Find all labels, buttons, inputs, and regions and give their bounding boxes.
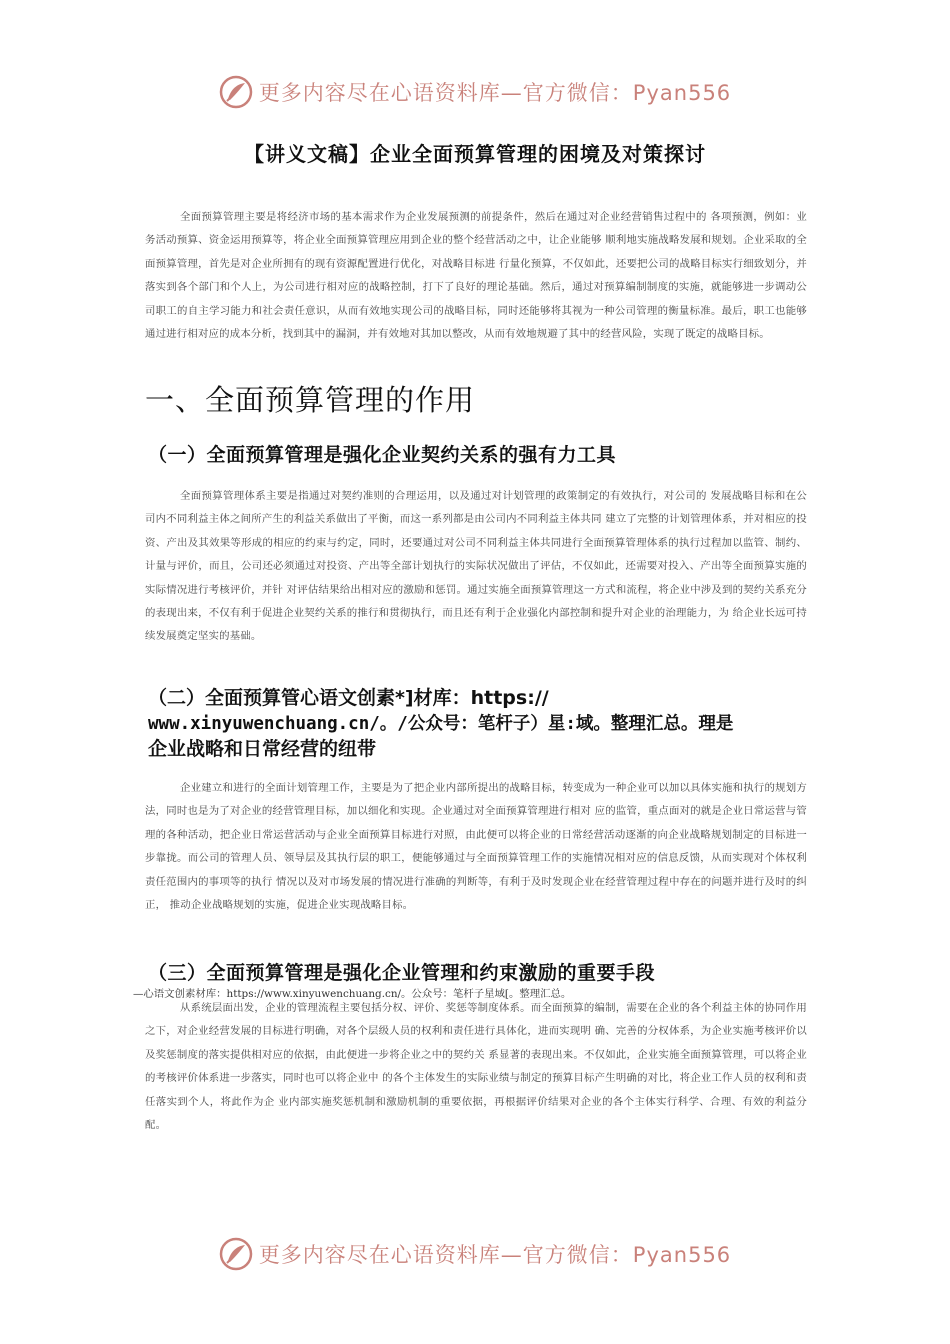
subsection3-heading: （三）全面预算管理是强化企业管理和约束激励的重要手段 bbox=[148, 962, 656, 984]
banner-text: 更多内容尽在心语资料库—官方微信：Pyan556 bbox=[258, 81, 732, 105]
subsection2-heading bbox=[148, 686, 828, 763]
scroll-feather-logo-icon bbox=[219, 75, 253, 109]
footer-banner bbox=[0, 1230, 950, 1278]
subsection2-paragraph: 企业建立和进行的全面计划管理工作，主要是为了把企业内部所提出的战略目标，转变成为一种企业可以加以具体实施和执行的规划方法，同时也是为了对企业的经营管理目标，加以细化和实现。企业通过对全面预算管理进行相对 应的监管，重点面对的就是企业日常运营与管理的各种活动，把企业日常运营活动与企业全面预算目标进行对照，由此便可以将企业的日常经营活动逐渐的向企业战略规划制定的目标进一步靠拢。而公司的管理人员、领导层及其执行层的职工，便能够通过与全面预算管理工作的实施情况相对应的信息反馈，从而实现对个体权利责任范围内的事项等的执行 情况以及对市场发展的情况进行准确的判断等，有利于及时发现企业在经营管理过程中存在的问题并进行及时的纠正， 推动企业战略规划的实施，促进企业实现战略目标。 bbox=[145, 782, 807, 912]
inline-watermark-text: —心语文创素材库：https://www.xinyuwenchuang.cn/。公众号：笔杆子星域[。整理汇总。 bbox=[133, 988, 572, 1000]
intro-paragraph: 全面预算管理主要是将经济市场的基本需求作为企业发展预测的前提条件，然后在通过对企业经营销售过程中的 各项预测，例如：业务活动预算、资金运用预算等，将企业全面预算管理应用到企业的整个经营活动之中，让企业能够 顺利地实施战略发展和规划。企业采取的全面预算管理，首先是对企业所拥有的现有资源配置进行优化，对战略目标进 行量化预算，不仅如此，还要把公司的战略目标实行细致划分，并落实到各个部门和个人上，为公司进行相对应的战略控制，打下了良好的理论基础。然后，通过对预算编制制度的实施，就能够进一步调动公司职工的自主学习能力和社会责任意识，从而有效地实现公司的战略目标，同时还能够将其视为一种公司管理的衡量标准。最后，职工也能够通过进行相对应的成本分析，找到其中的漏洞，并有效地对其加以整改，从而有效地规避了其中的经营风险，实现了既定的战略目标。 bbox=[145, 211, 807, 341]
section1-heading: 一、全面预算管理的作用 bbox=[145, 383, 476, 417]
subsection3-paragraph: 从系统层面出发，企业的管理流程主要包括分权、评价、奖惩等制度体系。而全面预算的编制，需要在企业的各个利益主体的协同作用之下，对企业经营发展的目标进行明确，对各个层级人员的权利和责任进行具体化，进而实现明 确、完善的分权体系，为企业实施考核评价以及奖惩制度的落实提供相对应的依据，由此便进一步将企业之中的契约关 系显著的表现出来。不仅如此，企业实施全面预算管理，可以将企业的考核评价体系进一步落实，同时也可以将企业中 的各个主体发生的实际业绩与制定的预算目标产生明确的对比，将企业工作人员的权利和责任落实到个人，将此作为企 业内部实施奖惩机制和激励机制的重要依据，再根据评价结果对企业的各个主体实行科学、合理、有效的利益分配。 bbox=[145, 1002, 807, 1132]
document-title: 【讲义文稿】企业全面预算管理的困境及对策探讨 bbox=[244, 142, 706, 166]
subsection2-heading-line3: 企业战略和日常经营的纽带 bbox=[148, 738, 377, 760]
banner-text: 更多内容尽在心语资料库—官方微信：Pyan556 bbox=[258, 1243, 732, 1267]
subsection2-heading-line1: （二）全面预算管心语文创素*]材库：https:// bbox=[148, 687, 549, 709]
scroll-feather-logo-icon bbox=[219, 1237, 253, 1271]
header-banner bbox=[0, 68, 950, 116]
subsection2-heading-line2: www.xinyuwenchuang.cn/。/公众号：笔杆子）星:域。整理汇总。理是 bbox=[148, 713, 734, 734]
subsection1-heading: （一）全面预算管理是强化企业契约关系的强有力工具 bbox=[148, 444, 617, 466]
subsection1-paragraph: 全面预算管理体系主要是指通过对契约准则的合理运用，以及通过对计划管理的政策制定的有效执行，对公司的 发展战略目标和在公司内不同利益主体之间所产生的利益关系做出了平衡，而这一系列都是由公司内不同利益主体共同 建立了完整的计划管理体系，并对相应的投资、产出及其效果等形成的相应的约束与约定，同时，还要通过对公司不同利益主体共同进行全面预算管理体系的执行过程加以监管、制约、计量与评价，而且，公司还必须通过对投资、产出等全部计划执行的实际状况做出了评估，不仅如此，还需要对投入、产出等全面预算实施的实际情况进行考核评价，并针 对评估结果给出相对应的激励和惩罚。通过实施全面预算管理这一方式和流程，将企业中涉及到的契约关系充分的表现出来，不仅有利于促进企业契约关系的推行和贯彻执行，而且还有利于企业强化内部控制和提升对企业的治理能力，为 给企业长远可持续发展奠定坚实的基础。 bbox=[145, 490, 807, 643]
